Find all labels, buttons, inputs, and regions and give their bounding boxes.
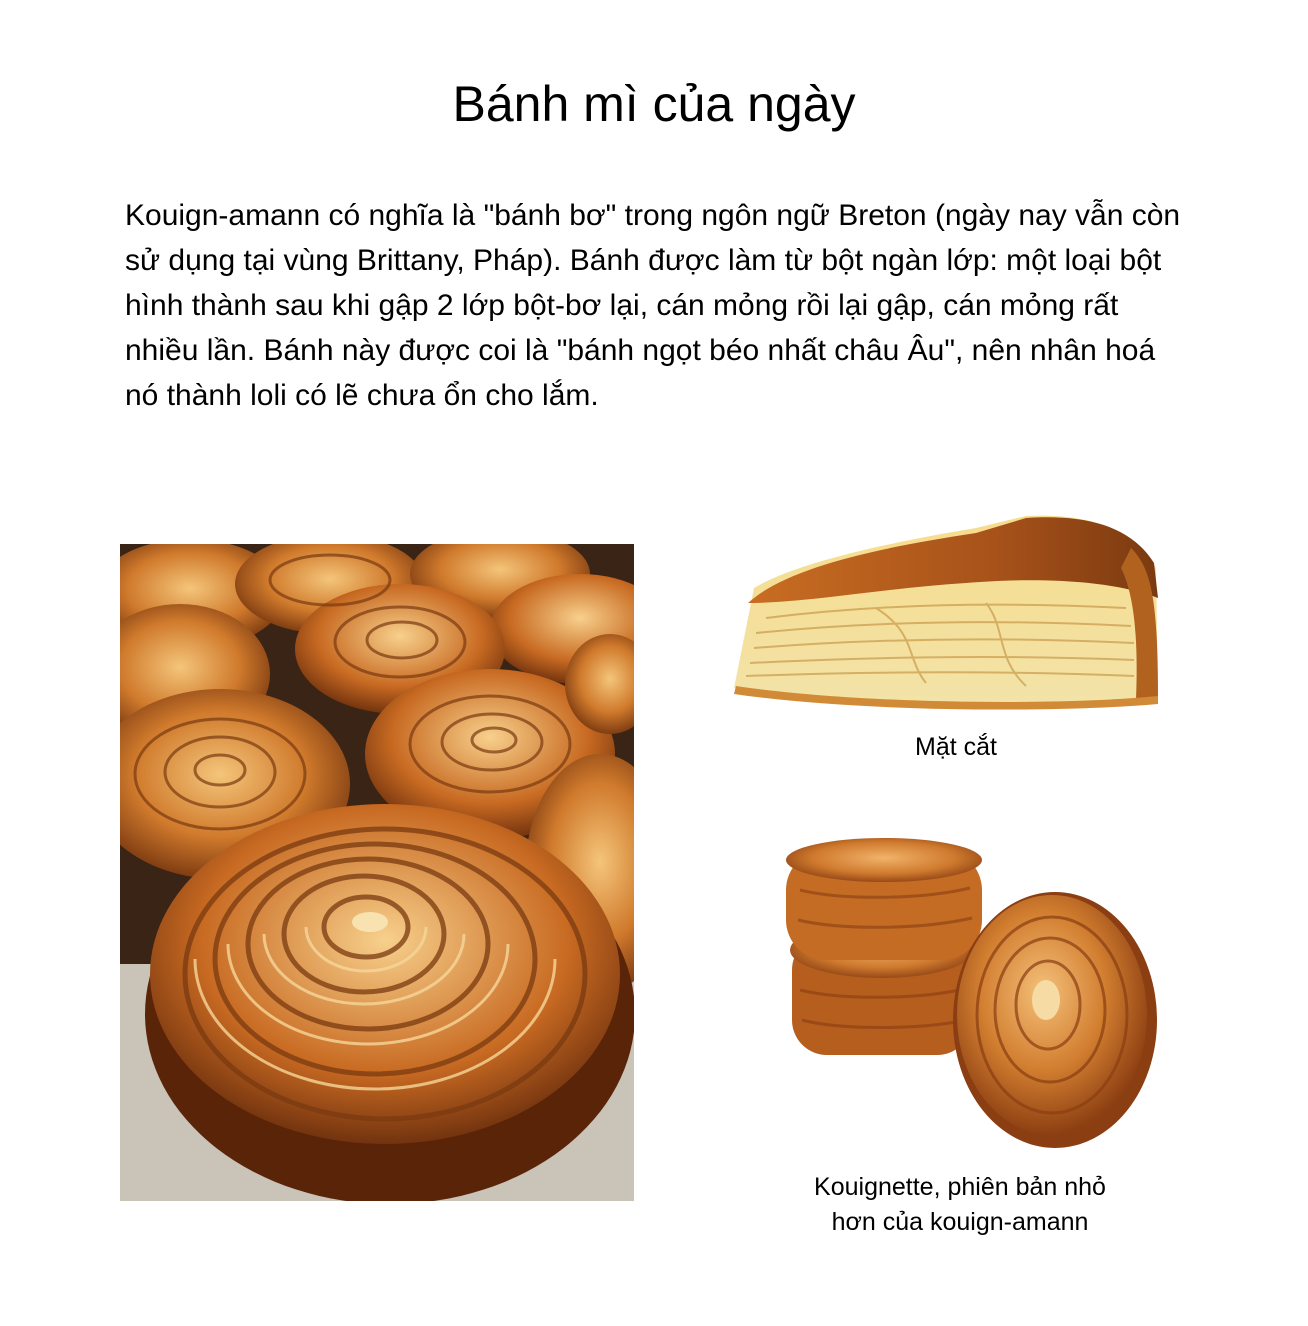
kouignette-photo [780, 830, 1160, 1160]
kouignette-caption: Kouignette, phiên bản nhỏ hơn của kouign-amann [814, 1173, 1106, 1236]
kouign-amann-tray-photo [120, 544, 634, 1201]
cross-section-caption: Mặt cắt [915, 733, 997, 761]
cross-section-photo [726, 508, 1162, 713]
page-title: Bánh mì của ngày [452, 76, 856, 132]
description-paragraph: Kouign-amann có nghĩa là "bánh bơ" trong ngôn ngữ Breton (ngày nay vẫn còn sử dụng tại vùng Brittany, Pháp). Bánh được làm từ bột ngàn lớp: một loại bột hình thành sau khi gập 2 lớp bột-bơ lại, cán mỏng rồi lại gập, cán mỏng rất nhiều lần. Bánh này được coi là "bánh ngọt béo nhất châu Âu", nên nhân hoá nó thành loli có lẽ chưa ổn cho lắm. [125, 199, 1181, 412]
